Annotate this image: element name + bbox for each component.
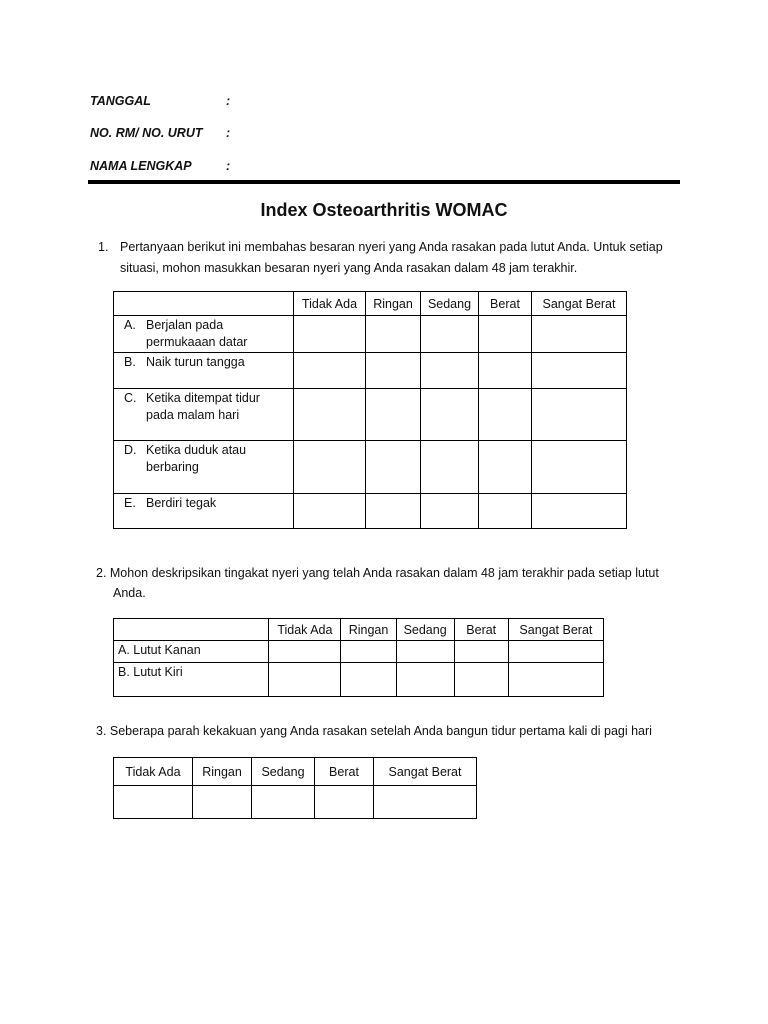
row-label: A. Lutut Kanan	[114, 641, 269, 663]
column-header: Berat	[479, 292, 532, 316]
corner-cell	[114, 292, 294, 316]
q2-text-line2: Anda.	[113, 586, 146, 600]
answer-cell[interactable]	[269, 663, 341, 697]
answer-cell[interactable]	[479, 316, 532, 353]
answer-cell[interactable]	[341, 641, 396, 663]
table-header-row	[114, 758, 477, 786]
answer-cell[interactable]	[294, 441, 366, 494]
table-row	[114, 494, 627, 529]
column-header: Sedang	[396, 619, 454, 641]
answer-cell[interactable]	[366, 389, 421, 441]
answer-cell[interactable]	[479, 441, 532, 494]
table-row	[114, 316, 627, 353]
corner-cell	[114, 619, 269, 641]
field-label: NO. RM/ NO. URUT	[90, 126, 203, 140]
header-divider	[88, 180, 680, 184]
answer-cell[interactable]	[421, 353, 479, 389]
table-row	[114, 389, 627, 441]
field-colon: :	[226, 159, 231, 173]
column-header: Sedang	[421, 292, 479, 316]
column-header: Ringan	[193, 758, 252, 786]
field-colon: :	[226, 94, 231, 108]
column-header: Sedang	[252, 758, 315, 786]
answer-cell[interactable]	[532, 441, 627, 494]
answer-cell[interactable]	[366, 494, 421, 529]
answer-cell[interactable]	[421, 441, 479, 494]
answer-cell[interactable]	[454, 641, 508, 663]
column-header: Ringan	[341, 619, 396, 641]
row-text: Ketika ditempat tidur pada malam hari	[146, 391, 260, 422]
row-label	[114, 494, 294, 529]
answer-cell[interactable]	[508, 641, 603, 663]
column-header: Tidak Ada	[114, 758, 193, 786]
answer-cell[interactable]	[294, 353, 366, 389]
q1-text-line1: Pertanyaan berikut ini membahas besaran nyeri yang Anda rasakan pada lutut Anda. Untuk setiap	[120, 240, 663, 254]
row-letter: E.	[124, 496, 136, 510]
table-row	[114, 663, 604, 697]
answer-cell[interactable]	[366, 441, 421, 494]
answer-cell[interactable]	[114, 786, 193, 819]
answer-cell[interactable]	[479, 389, 532, 441]
table-row	[114, 353, 627, 389]
answer-cell[interactable]	[532, 494, 627, 529]
column-header: Sangat Berat	[532, 292, 627, 316]
column-header: Ringan	[366, 292, 421, 316]
answer-cell[interactable]	[294, 389, 366, 441]
field-label: NAMA LENGKAP	[90, 159, 192, 173]
row-text: Berjalan pada permukaaan datar	[146, 318, 248, 349]
row-letter: A.	[124, 318, 136, 332]
row-text: Naik turun tangga	[146, 355, 245, 369]
table-header-row	[114, 292, 627, 316]
row-letter: C.	[124, 391, 137, 405]
table-row	[114, 641, 604, 663]
answer-cell[interactable]	[454, 663, 508, 697]
row-letter: D.	[124, 443, 137, 457]
answer-cell[interactable]	[269, 641, 341, 663]
page-title: Index Osteoarthritis WOMAC	[260, 200, 508, 220]
answer-cell[interactable]	[532, 316, 627, 353]
column-header: Tidak Ada	[294, 292, 366, 316]
answer-cell[interactable]	[294, 494, 366, 529]
answer-cell[interactable]	[508, 663, 603, 697]
answer-cell[interactable]	[532, 389, 627, 441]
answer-cell[interactable]	[294, 316, 366, 353]
row-label: B. Lutut Kiri	[114, 663, 269, 697]
answer-cell[interactable]	[396, 663, 454, 697]
answer-cell[interactable]	[479, 353, 532, 389]
table-header-row	[114, 619, 604, 641]
field-label: TANGGAL	[90, 94, 151, 108]
answer-cell[interactable]	[421, 389, 479, 441]
answer-cell[interactable]	[374, 786, 477, 819]
table-row	[114, 786, 477, 819]
row-label	[114, 353, 294, 389]
answer-cell[interactable]	[421, 316, 479, 353]
answer-cell[interactable]	[315, 786, 374, 819]
q3-text-line1: 3. Seberapa parah kekakuan yang Anda rasakan setelah Anda bangun tidur pertama kali di pagi hari	[96, 724, 652, 738]
column-header: Sangat Berat	[508, 619, 603, 641]
answer-cell[interactable]	[341, 663, 396, 697]
answer-cell[interactable]	[479, 494, 532, 529]
answer-cell[interactable]	[252, 786, 315, 819]
row-label	[114, 316, 294, 353]
q1-table	[113, 291, 627, 529]
row-label	[114, 441, 294, 494]
answer-cell[interactable]	[396, 641, 454, 663]
row-label	[114, 389, 294, 441]
q3-table	[113, 757, 477, 819]
answer-cell[interactable]	[193, 786, 252, 819]
column-header: Sangat Berat	[374, 758, 477, 786]
row-letter: B.	[124, 355, 136, 369]
q1-text-line2: situasi, mohon masukkan besaran nyeri yang Anda rasakan dalam 48 jam terakhir.	[120, 261, 578, 275]
row-text: Ketika duduk atau berbaring	[146, 443, 247, 474]
answer-cell[interactable]	[366, 316, 421, 353]
answer-cell[interactable]	[366, 353, 421, 389]
row-text: Berdiri tegak	[146, 496, 217, 510]
q2-text-line1: 2. Mohon deskripsikan tingakat nyeri yang telah Anda rasakan dalam 48 jam terakhir pada setiap lutut	[96, 566, 659, 580]
q1-number: 1.	[98, 240, 109, 254]
field-colon: :	[226, 126, 231, 140]
table-row	[114, 441, 627, 494]
column-header: Berat	[315, 758, 374, 786]
q2-table	[113, 618, 604, 697]
answer-cell[interactable]	[532, 353, 627, 389]
column-header: Tidak Ada	[269, 619, 341, 641]
column-header: Berat	[454, 619, 508, 641]
answer-cell[interactable]	[421, 494, 479, 529]
